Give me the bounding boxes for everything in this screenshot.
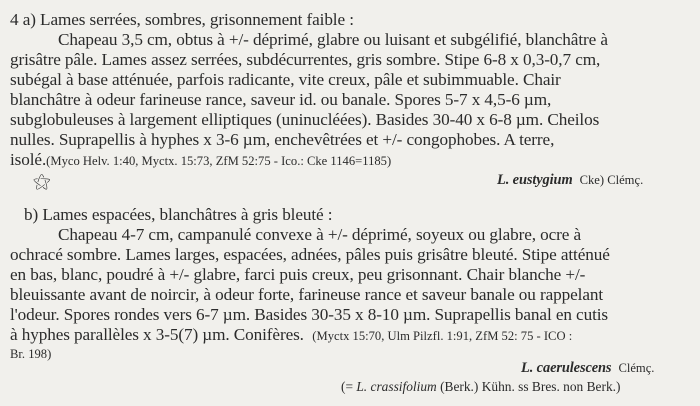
section-b-species (521, 358, 654, 378)
section-a-line-4: blanchâtre à odeur farineuse rance, saveur id. ou banale. Spores 5-7 x 4,5-6 µm, (10, 90, 552, 109)
section-b-line-5: l'odeur. Spores rondes vers 6-7 µm. Basides 30-35 x 8-10 µm. Suprapellis banal en cutis (10, 305, 609, 324)
section-a-species-name: L. eustygium (497, 172, 573, 188)
synonym-prefix: (= (341, 379, 357, 394)
section-b-heading: b) Lames espacées, blanchâtres à gris bleuté : (24, 205, 333, 224)
section-b-line-6 (10, 325, 572, 346)
section-b-line-3: en bas, blanc, poudré à +/- glabre, farci puis creux, peu grisonnant. Chair blanche +/- (10, 265, 586, 284)
section-b-line-6-text: à hyphes parallèles x 3-5(7) µm. Conifères. (10, 325, 304, 344)
section-b-line-2: ochracé sombre. Lames larges, espacées, adnées, pâles puis grisâtre bleuté. Stipe atténué (10, 245, 610, 264)
section-a-line-5: subglobuleuses à largement elliptiques (uninucléées). Basides 30-40 x 6-8 µm. Cheilos (10, 110, 600, 129)
section-a-line-3: subégal à base atténuée, parfois radicante, vite creux, pâle et subimmuable. Chair (10, 70, 561, 89)
section-a-line-2: grisâtre pâle. Lames assez serrées, subdécurrentes, gris sombre. Stipe 6-8 x 0,3-0,7 cm, (10, 50, 601, 69)
section-a-species (497, 170, 643, 190)
synonym-name: L. crassifolium (356, 379, 437, 394)
section-a-line-6: nulles. Suprapellis à hyphes x 3-6 µm, enchevêtrées et +/- congophobes. A terre, (10, 130, 555, 149)
section-b-references: (Myctx 15:70, Ulm Pilzfl. 1:91, ZfM 52: 75 - ICO : (312, 329, 573, 343)
synonym-authors: (Berk.) Kühn. ss Bres. non Berk.) (436, 379, 621, 394)
section-b-references-cont: Br. 198) (10, 347, 52, 361)
section-a-species-author: Cke) Clémç. (579, 173, 644, 187)
section-b-line-4: bleuissante avant de noircir, à odeur forte, farineuse rance et saveur banale ou rappelant (10, 285, 604, 304)
section-b-synonym (341, 378, 620, 396)
section-b-species-author: Clémç. (618, 361, 655, 375)
section-a-line-7-text: isolé. (10, 150, 47, 169)
symbol-icon: ⚝ (33, 171, 51, 191)
section-a-heading: 4 a) Lames serrées, sombres, grisonnement faible : (10, 10, 354, 29)
section-b-line-1: Chapeau 4-7 cm, campanulé convexe à +/- déprimé, soyeux ou glabre, ocre à (58, 225, 582, 244)
section-a-references: (Myco Helv. 1:40, Myctx. 15:73, ZfM 52:75 - Ico.: Cke 1146=1185) (46, 154, 392, 168)
section-a-line-1: Chapeau 3,5 cm, obtus à +/- déprimé, glabre ou luisant et subgélifié, blanchâtre à (58, 30, 608, 49)
section-a-line-7 (10, 150, 391, 171)
section-b-species-name: L. caerulescens (521, 360, 612, 376)
